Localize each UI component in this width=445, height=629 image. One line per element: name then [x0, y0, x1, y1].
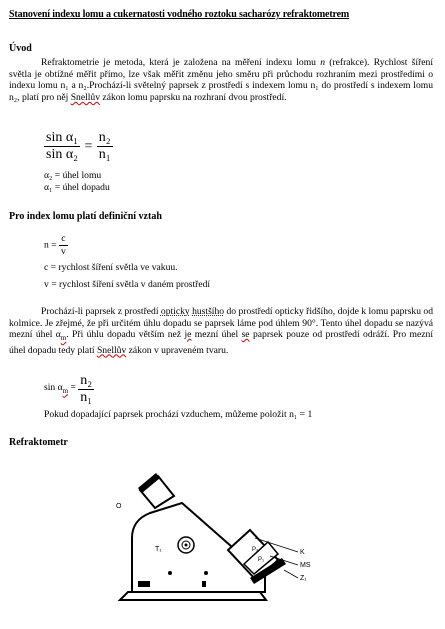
- label-t1: T₁: [155, 546, 162, 553]
- base-opening-mid: [202, 581, 206, 587]
- crit-text-a: Prochází-li paprsek z prostředí: [41, 306, 161, 317]
- crit-text-c: do prostředí opticky řidšího, dojde k lomu paprsku od kolmice. Je zřejmé, že při určitém úhlu dopadu se paprsek láme pod úhlem 90°. Tento úhel dopadu se nazývá mezní úhel: [9, 306, 433, 341]
- def-alpha1: α₁ = úhel dopadu: [44, 182, 110, 193]
- knob-t1-center-icon: [185, 544, 188, 547]
- page-title: Stanovení indexu lomu a cukernatosti vodného roztoku sacharózy refraktometrem: [9, 9, 350, 20]
- sin-alpha1: sin α₁: [46, 130, 79, 145]
- alpha-m-subscript: m: [60, 334, 67, 343]
- sin-alpha-m-subscript: m: [62, 386, 69, 395]
- je-word: je: [184, 329, 192, 341]
- intro-n-symbol: n: [320, 57, 326, 68]
- crit-text-e: mezní úhel: [191, 329, 242, 341]
- intro-text-c: zákon lomu paprsku na rozhraní dvou prostředí.: [100, 91, 287, 103]
- sin-am: [44, 382, 76, 393]
- label-o: O: [116, 503, 122, 510]
- opticky-word: opticky: [160, 306, 190, 317]
- c-over-v: [59, 233, 68, 257]
- se-word: se: [241, 329, 250, 341]
- definition-heading: Pro index lomu platí definiční vztah: [9, 211, 162, 222]
- def-alpha2: α₂ = úhel lomu: [44, 170, 102, 181]
- v-definition: v = rychlost šíření světla v daném prostředí: [44, 279, 211, 290]
- screw-2-icon: [204, 571, 208, 575]
- intro-text-b: (refrakce). Rychlost šíření světla je obtížné měřit přímo, lze však měřit změnu jeho směru při průchodu rozhraním mezi prostředími o indexu lomu n₁ a n₂.Prochází-li světelný paprsek z prostředí s indexem lomu n₁ do prostředí s indexem lomu n₂, platí pro něj: [9, 57, 433, 103]
- snell-word: Snellův: [70, 91, 101, 103]
- c-definition: c = rychlost šíření světla ve vakuu.: [44, 262, 178, 273]
- label-k: K: [300, 549, 305, 556]
- n2-symbol: n₂: [98, 130, 111, 145]
- label-p1: P₁: [258, 557, 265, 563]
- eyepiece-tube: [140, 476, 174, 508]
- n1-symbol: n₁: [98, 147, 111, 162]
- n-fraction: [97, 130, 113, 163]
- label-z1: Z₁: [300, 575, 307, 582]
- snell-equation: [44, 130, 113, 163]
- critical-n-fraction: [78, 373, 94, 406]
- screw-1-icon: [168, 571, 172, 575]
- crit-text-d: . Při úhlu dopadu větším než: [66, 329, 185, 341]
- c-symbol: c: [59, 233, 68, 246]
- intro-heading: Úvod: [9, 43, 32, 54]
- n-equals: n =: [44, 239, 57, 251]
- v-symbol: v: [61, 245, 66, 257]
- label-ms: MS: [300, 562, 311, 569]
- leader-z1: [284, 570, 298, 578]
- n-definition-equation: [44, 233, 68, 257]
- equals-sign: =: [84, 138, 93, 154]
- refractometer-diagram: [110, 468, 325, 608]
- crit-n2: n₂: [80, 373, 93, 388]
- critical-angle-paragraph: [9, 306, 433, 356]
- alpha-m: [55, 329, 67, 343]
- crit-n1: n₁: [80, 390, 93, 405]
- intro-paragraph: [9, 57, 433, 103]
- hustsiho-word: hustšího: [192, 306, 225, 317]
- alpha-symbol: α: [55, 329, 61, 341]
- base-opening-left: [138, 581, 150, 587]
- crit-text-f: paprsek pouze od prostředí odráží. Pro mezní úhel dopadu tedy platí: [9, 329, 433, 356]
- intro-text-a: Refraktometrie je metoda, která je založena na měření indexu lomu: [41, 57, 321, 68]
- base-outline: [120, 592, 266, 600]
- snell-word-2: Snellův: [96, 344, 127, 356]
- air-note: Pokud dopadající paprsek prochází vzduchem, můžeme položit n₁ = 1: [44, 409, 313, 420]
- critical-angle-equation: [44, 373, 94, 406]
- sin-equals: =: [68, 381, 76, 393]
- sin-alpha2: sin α₂: [46, 147, 79, 162]
- sin-alpha-text: sin α: [44, 381, 63, 393]
- sin-fraction: [44, 130, 80, 163]
- crit-text-g: zákon v upraveném tvaru.: [126, 344, 229, 356]
- label-p2: P₂: [252, 547, 259, 553]
- refractometer-heading: Refraktometr: [9, 437, 68, 448]
